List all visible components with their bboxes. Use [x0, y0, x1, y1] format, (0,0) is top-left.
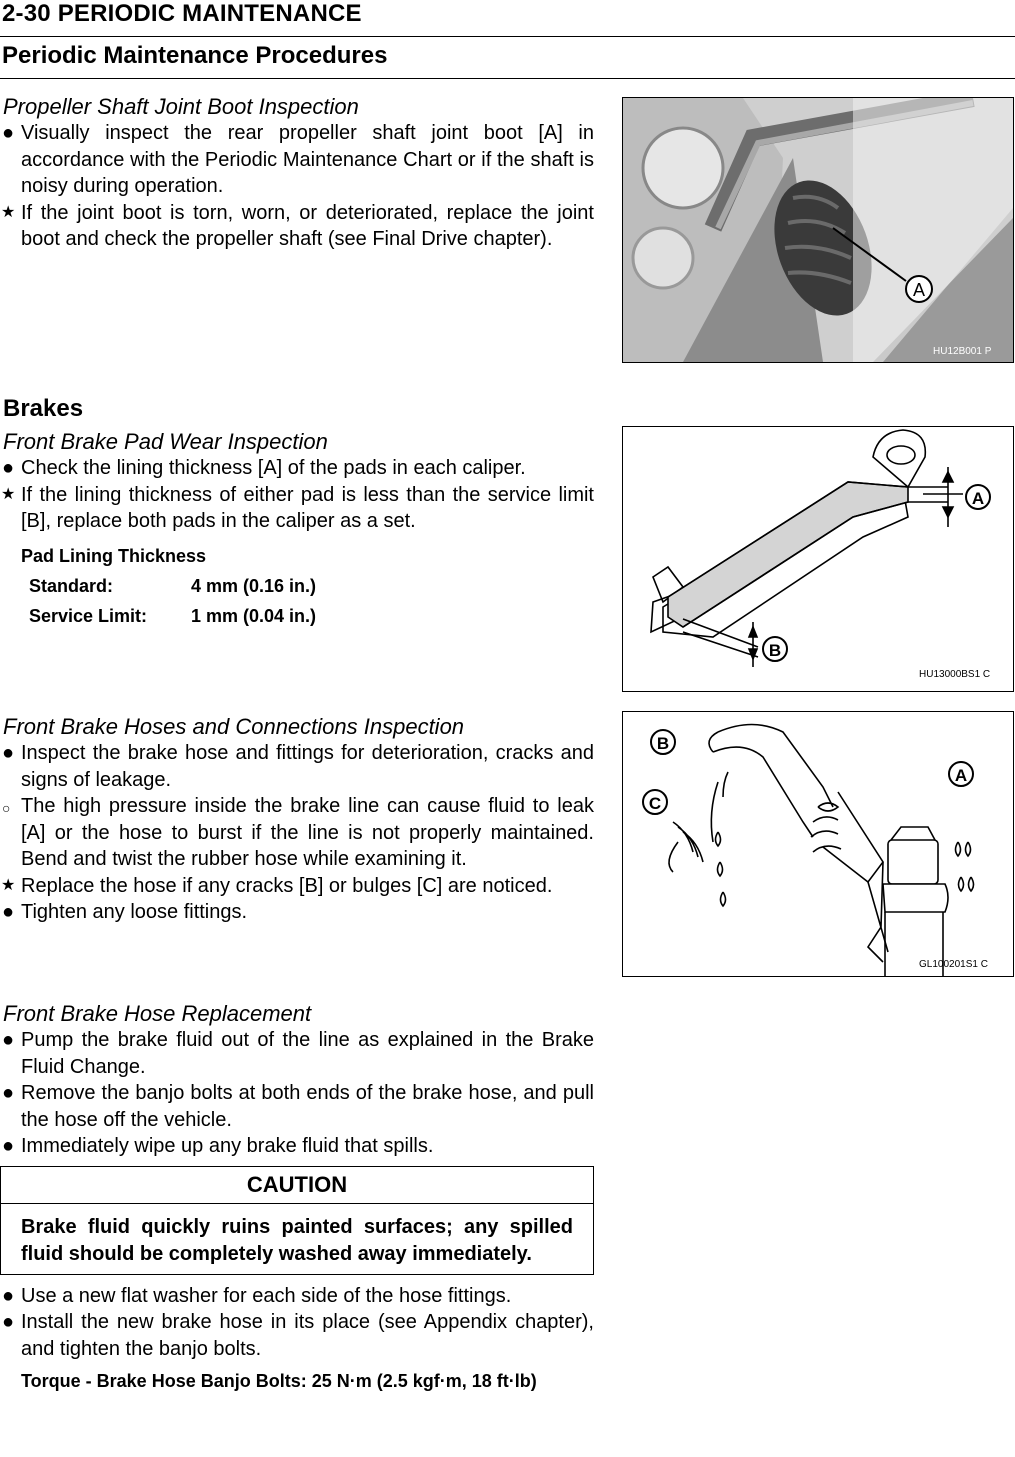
section-title: Periodic Maintenance Procedures — [2, 42, 388, 69]
hose-fig-label-a: A — [954, 766, 968, 785]
standard-value: 4 mm (0.16 in.) — [191, 575, 317, 596]
replacement-bullet-2: ● Remove the banjo bolts at both ends of the brake hose, and pull the hose off the vehicle. — [2, 1082, 594, 1131]
bullet-dot-icon: ● — [2, 1284, 15, 1307]
torque-spec — [0, 1368, 594, 1394]
propshaft-bullet-1: ● Visually inspect the rear propeller shaft joint boot [A] in accordance with the Periodic Maintenance Chart or if the shaft is noisy during operation. — [2, 122, 594, 197]
hose-diagram-drawing — [623, 712, 1013, 976]
hoses-subtitle: Front Brake Hoses and Connections Inspection — [3, 714, 465, 739]
hose-fig-label-b: B — [656, 734, 670, 753]
replacement-bullet-3: ● Immediately wipe up any brake fluid that spills. — [0, 1133, 594, 1160]
hoses-bullet-3: ★ Replace the hose if any cracks [B] or bulges [C] are noticed. — [0, 873, 594, 900]
pad-spec-limit — [21, 601, 594, 631]
bullet-dot-icon: ● — [2, 122, 15, 144]
bullet-dot-icon: ● — [2, 457, 15, 479]
pad-spec-title: Pad Lining Thickness — [21, 545, 207, 566]
page-title: 2-30 PERIODIC MAINTENANCE — [2, 0, 362, 27]
pad-fig-code: HU13000BS1 C — [919, 669, 991, 680]
brakes-heading: Brakes — [3, 395, 84, 422]
propshaft-bullet-2: ★ If the joint boot is torn, worn, or deteriorated, replace the joint boot and check the propeller shaft (see Final Drive chapter). — [1, 201, 594, 250]
propshaft-photo-drawing — [623, 98, 1013, 362]
note-circle-icon: ○ — [2, 800, 11, 816]
pad-spec-standard — [21, 571, 594, 601]
propshaft-subtitle: Propeller Shaft Joint Boot Inspection — [3, 94, 359, 119]
pad-diagram — [622, 426, 1014, 692]
torque-value: 25 N·m (2.5 kgf·m, 18 ft·lb) — [311, 1371, 537, 1391]
pad-bullet-1: ● Check the lining thickness [A] of the pads in each caliper. — [0, 455, 594, 482]
propshaft-fig-label-a: A — [912, 280, 926, 300]
torque-label: Torque - Brake Hose Banjo Bolts: — [21, 1371, 307, 1391]
pad-bullet-2: ★ If the lining thickness of either pad is less than the service limit [B], replace both pads in the caliper as a set. — [1, 483, 594, 532]
limit-label: Service Limit: — [29, 605, 148, 626]
hoses-note: ○ The high pressure inside the brake line can cause fluid to leak [A] or the hose to burst if the line is not properly maintained. Bend and twist the rubber hose while examining it. — [2, 795, 594, 870]
bullet-dot-icon: ● — [2, 1135, 15, 1157]
limit-value: 1 mm (0.04 in.) — [191, 605, 317, 626]
hoses-bullet-4: ● Tighten any loose fittings. — [0, 899, 594, 926]
star-icon: ★ — [1, 876, 16, 894]
hose-fig-label-c: C — [648, 794, 662, 813]
replacement-subtitle: Front Brake Hose Replacement — [3, 1001, 312, 1026]
propshaft-photo — [622, 97, 1014, 363]
hoses-section — [0, 714, 594, 926]
star-icon: ★ — [1, 203, 16, 221]
propshaft-section — [0, 94, 594, 253]
pad-fig-label-b: B — [768, 641, 782, 660]
hose-diagram — [622, 711, 1014, 977]
pad-subtitle: Front Brake Pad Wear Inspection — [3, 429, 328, 454]
pad-spec-table — [0, 541, 594, 631]
pad-fig-label-a: A — [971, 489, 985, 508]
caution-text: Brake fluid quickly ruins painted surfaces; any spilled fluid should be completely washed away immediately. — [21, 1215, 573, 1265]
section-rule — [0, 78, 1015, 79]
replacement-section — [0, 1001, 594, 1394]
pad-diagram-drawing — [623, 427, 1013, 691]
caution-title: CAUTION — [1, 1167, 593, 1204]
propshaft-fig-code: HU12B001 P — [933, 346, 992, 357]
hoses-bullet-1: ● Inspect the brake hose and fittings for deterioration, cracks and signs of leakage. — [2, 742, 594, 791]
replacement-bullet-4: ● Use a new flat washer for each side of the hose fittings. — [0, 1283, 594, 1310]
header-rule — [0, 36, 1015, 37]
hose-fig-code: GL100201S1 C — [919, 959, 988, 970]
pad-section — [0, 429, 594, 631]
bullet-dot-icon: ● — [2, 1029, 15, 1051]
bullet-dot-icon: ● — [2, 742, 15, 764]
bullet-dot-icon: ● — [2, 901, 15, 923]
bullet-dot-icon: ● — [2, 1082, 15, 1104]
star-icon: ★ — [1, 485, 16, 503]
replacement-bullet-1: ● Pump the brake fluid out of the line as explained in the Brake Fluid Change. — [2, 1029, 594, 1078]
bullet-dot-icon: ● — [2, 1311, 15, 1333]
standard-label: Standard: — [29, 575, 114, 596]
caution-box — [0, 1166, 594, 1275]
replacement-bullet-5: ● Install the new brake hose in its place (see Appendix chapter), and tighten the banjo bolts. — [2, 1311, 594, 1360]
